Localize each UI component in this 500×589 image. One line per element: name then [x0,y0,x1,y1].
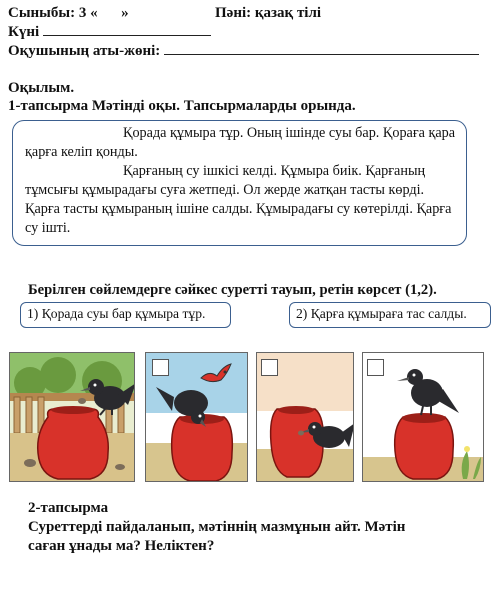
sentence-1: 1) Қорада суы бар құмыра тұр. [20,302,231,328]
answer-box-3[interactable] [261,359,278,376]
task2-line-2: саған ұнады ма? Неліктен? [28,538,215,554]
class-line [8,4,129,22]
picture-crow-on-vase [9,352,135,482]
date-line [8,22,211,41]
task1-title: 1-тапсырма Мәтінді оқы. Тапсырмаларды орында. [8,98,356,114]
date-field[interactable] [43,22,211,36]
story-paragraph-2: Қарғаның су ішкісі келді. Құмыра биік. Қарғаның тұмсығы құмырадағы суға жетпеді. Ол жерде жатқан тасты көрді. Қарға тасты құмыраның ішіне салды. Құмырадағы су көтерілді. Қарға су ішті. [25,163,452,236]
class-label: Сыныбы: 3 « [8,5,98,21]
picture-crow-on-rim [362,352,484,482]
picture-crow-with-stone [256,352,354,482]
task2-line-1: Суреттерді пайдаланып, мәтіннің мазмұнын айт. Мәтін [28,519,406,535]
student-line [8,41,479,60]
section-title: Оқылым. [8,80,75,96]
story-box [12,120,467,246]
student-label: Оқушының аты-жөні: [8,43,161,59]
flying-bird-icon [197,362,237,388]
task2-title: 2-тапсырма [28,500,109,516]
story-paragraph-1: Қорада құмыра тұр. Оның ішінде суы бар. Қораға қара қарға келіп қонды. [25,125,456,160]
student-name-field[interactable] [164,41,479,55]
date-label: Күні [8,24,40,40]
task-instruction: Берілген сөйлемдерге сәйкес суретті тауып, ретін көрсет (1,2). [28,282,437,298]
sentence-2: 2) Қарға құмыраға тас салды. [289,302,491,328]
answer-box-2[interactable] [152,359,169,376]
subject-label: Пәні: қазақ тілі [215,5,322,21]
class-close: » [121,5,129,21]
answer-box-4[interactable] [367,359,384,376]
